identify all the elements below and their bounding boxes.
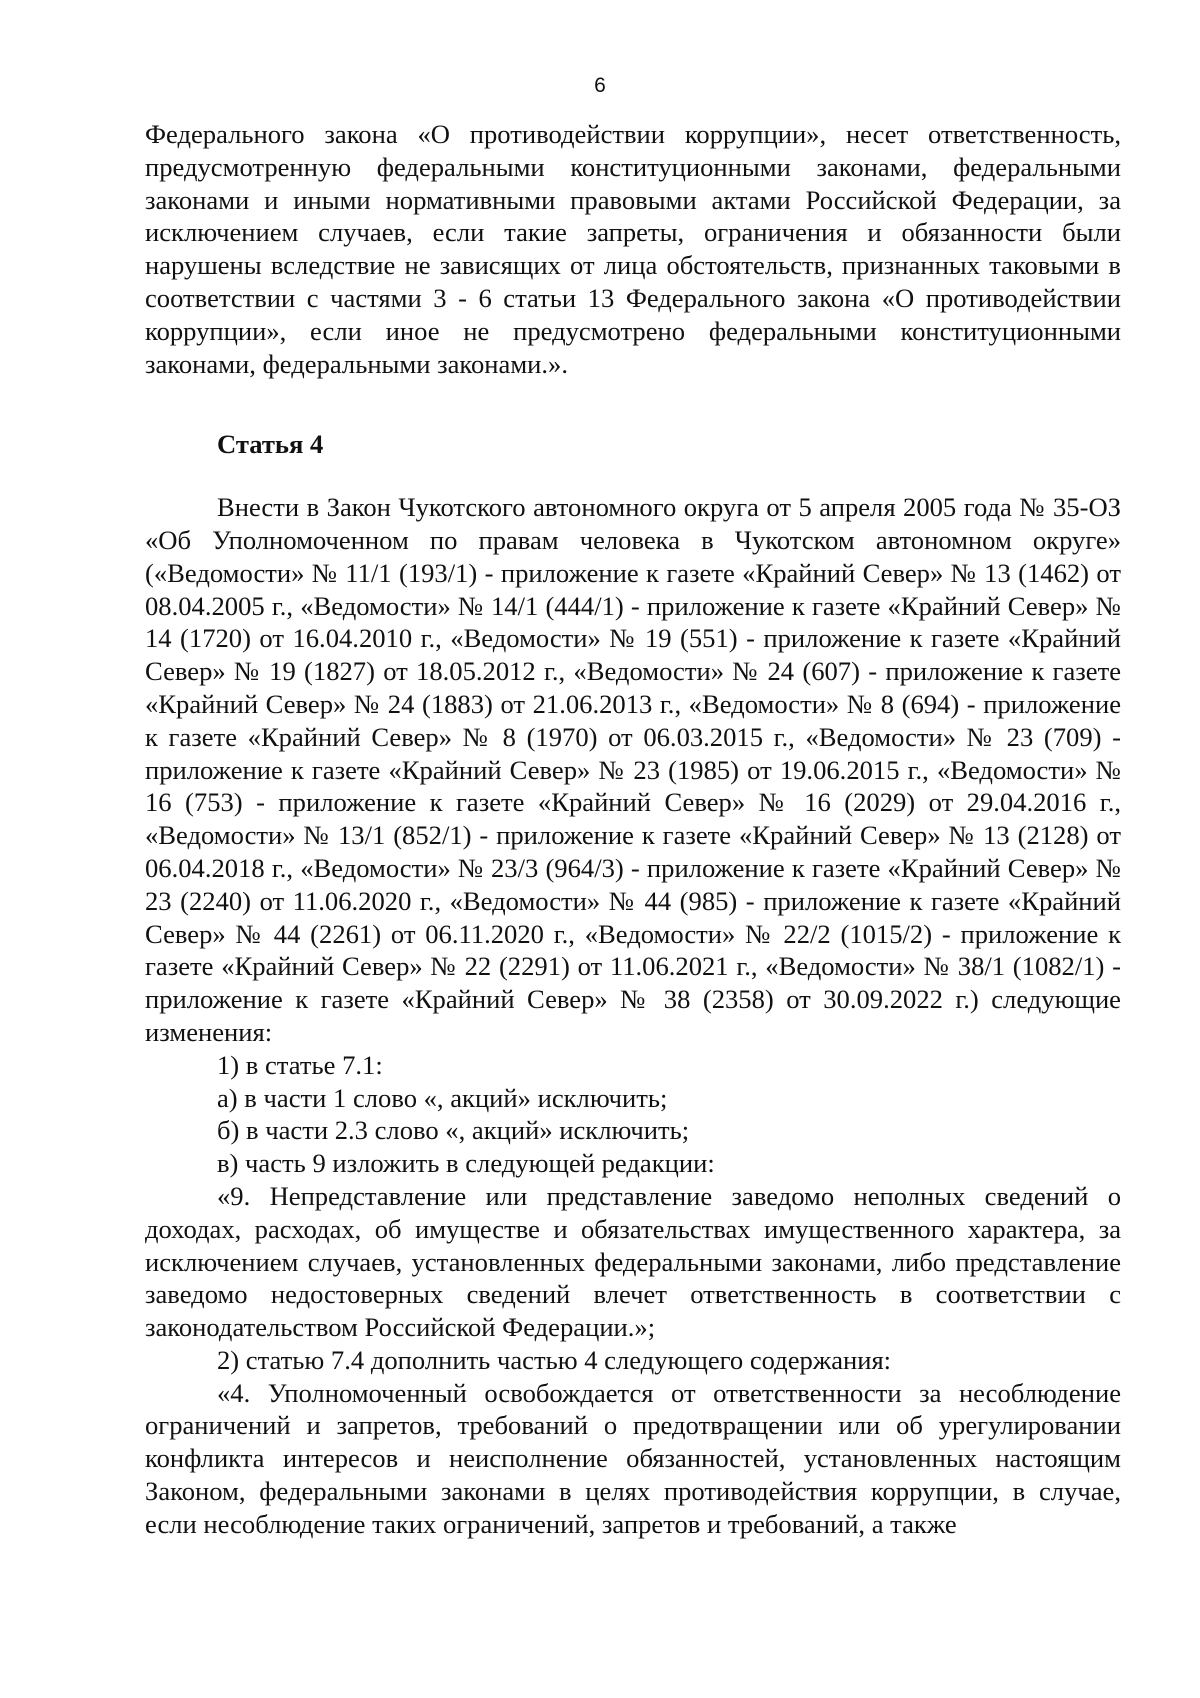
- list-item: в) часть 9 изложить в следующей редакции:: [217, 1148, 715, 1179]
- list-item: 1) в статье 7.1:: [217, 1049, 383, 1080]
- quoted-paragraph: «9. Непредставление или представление заведомо неполных сведений о доходах, расходах, об имуществе и обязательствах имущественного характера, за исключением случаев, установленных федеральными законами, либо представление заведомо недостоверных сведений влечет ответственность в соответствии с законодательством Российской Федерации.»;: [145, 1180, 1121, 1343]
- article-intro-paragraph: Внести в Закон Чукотского автономного округа от 5 апреля 2005 года № 35-ОЗ «Об Уполномоченном по правам человека в Чукотском автономном округе» («Ведомости» № 11/1 (193/1) - приложение к газете «Крайний Север» № 13 (1462) от 08.04.2005 г., «Ведомости» № 14/1 (444/1) - приложение к газете «Крайний Север» № 14 (1720) от 16.04.2010 г., «Ведомости» № 19 (551) - приложение к газете «Крайний Север» № 19 (1827) от 18.05.2012 г., «Ведомости» № 24 (607) - приложение к газете «Крайний Север» № 24 (1883) от 21.06.2013 г., «Ведомости» № 8 (694) - приложение к газете «Крайний Север» № 8 (1970) от 06.03.2015 г., «Ведомости» № 23 (709) - приложение к газете «Крайний Север» № 23 (1985) от 19.06.2015 г., «Ведомости» № 16 (753) - приложение к газете «Крайний Север» № 16 (2029) от 29.04.2016 г., «Ведомости» № 13/1 (852/1) - приложение к газете «Крайний Север» № 13 (2128) от 06.04.2018 г., «Ведомости» № 23/3 (964/3) - приложение к газете «Крайний Север» № 23 (2240) от 11.06.2020 г., «Ведомости» № 44 (985) - приложение к газете «Крайний Север» № 44 (2261) от 06.11.2020 г., «Ведомости» № 22/2 (1015/2) - приложение к газете «Крайний Север» № 22 (2291) от 11.06.2021 г., «Ведомости» № 38/1 (1082/1) - приложение к газете «Крайний Север» № 38 (2358) от 30.09.2022 г.) следующие изменения:: [145, 492, 1121, 1047]
- document-body: [145, 118, 1121, 1541]
- quoted-paragraph: «4. Уполномоченный освобождается от ответственности за несоблюдение ограничений и запретов, требований о предотвращении или об урегулировании конфликта интересов и неисполнение обязанностей, установленных настоящим Законом, федеральными законами в целях противодействия коррупции, в случае, если несоблюдение таких ограничений, запретов и требований, а также: [145, 1377, 1121, 1539]
- page-number: 6: [594, 74, 606, 97]
- list-item: 2) статью 7.4 дополнить частью 4 следующего содержания:: [217, 1344, 892, 1375]
- list-item: б) в части 2.3 слово «, акций» исключить;: [217, 1115, 690, 1146]
- article-heading: Статья 4: [217, 429, 324, 460]
- continued-paragraph: Федерального закона «О противодействии коррупции», несет ответственность, предусмотренную федеральными конституционными законами, федеральными законами и иными нормативными правовыми актами Российской Федерации, за исключением случаев, если такие запреты, ограничения и обязанности были нарушены вследствие не зависящих от лица обстоятельств, признанных таковыми в соответствии с частями 3 - 6 статьи 13 Федерального закона «О противодействии коррупции», если иное не предусмотрено федеральными конституционными законами, федеральными законами.».: [145, 119, 1121, 379]
- list-item: а) в части 1 слово «, акций» исключить;: [217, 1082, 668, 1113]
- spacer: [145, 461, 1121, 491]
